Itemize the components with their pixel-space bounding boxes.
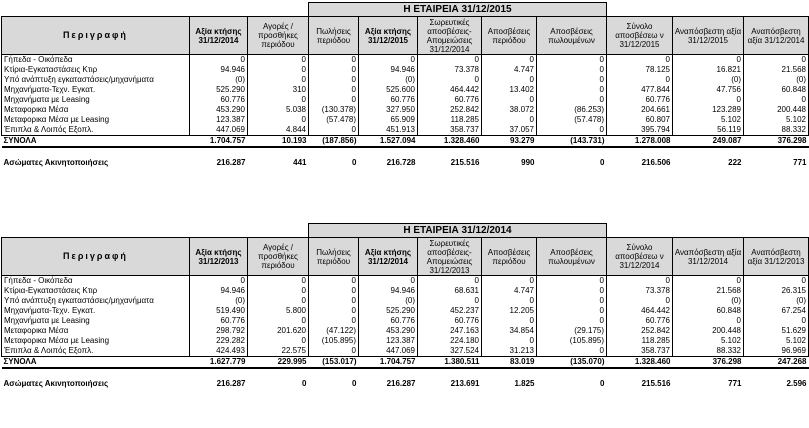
cell-value: 447.069 xyxy=(359,346,418,357)
row-label: ΣΥΝΟΛΑ xyxy=(2,357,190,369)
row-label: Μηχανήματα με Leasing xyxy=(2,95,190,105)
cell-value: 0 xyxy=(537,125,607,136)
column-header: Σύνολο αποσβέσεω ν 31/12/2014 xyxy=(607,238,673,276)
cell-value: 13.402 xyxy=(482,85,537,95)
cell-value: 94.946 xyxy=(190,65,248,75)
cell-value: 0 xyxy=(744,316,809,326)
table-row xyxy=(2,276,809,287)
cell-value: 224.180 xyxy=(418,336,482,346)
cell-value: (0) xyxy=(359,296,418,306)
cell-value: 94.946 xyxy=(359,286,418,296)
cell-value: 0 xyxy=(352,379,357,388)
cell-value: 1.704.757 xyxy=(190,136,248,148)
cell-value: 0 xyxy=(537,296,607,306)
cell-value: 5.800 xyxy=(248,306,309,316)
cell-value: 21.568 xyxy=(673,286,744,296)
column-header: Αποσβέσεις πωλουμένων xyxy=(537,238,607,276)
intangibles-row xyxy=(2,379,809,389)
column-header: Αναπόσβεστη αξία 31/12/2015 xyxy=(673,17,744,55)
cell-value: 0 xyxy=(600,158,605,167)
cell-value: 771 xyxy=(793,158,807,167)
row-label: Μεταφορικα Μέσα xyxy=(2,326,190,336)
cell-value: 73.378 xyxy=(418,65,482,75)
spacer-row xyxy=(2,368,809,379)
cell-value: 1.627.779 xyxy=(190,357,248,369)
cell-value: 216.506 xyxy=(641,158,671,167)
cell-value: 0 xyxy=(248,316,309,326)
cell-value: 0 xyxy=(600,379,605,388)
fixed-assets-table-2014 xyxy=(1,223,809,389)
cell-value: 4.747 xyxy=(482,65,537,75)
cell-value: (47.122) xyxy=(309,326,359,336)
spacer-row xyxy=(2,147,809,158)
cell-value: 68.631 xyxy=(418,286,482,296)
cell-value: 0 xyxy=(607,55,673,66)
cell-value: 0 xyxy=(537,286,607,296)
cell-value: 464.442 xyxy=(418,85,482,95)
cell-value: 215.516 xyxy=(641,379,671,388)
cell-value: 0 xyxy=(418,55,482,66)
cell-value: 5.102 xyxy=(673,115,744,125)
cell-value: 123.289 xyxy=(673,105,744,115)
cell-value: 73.378 xyxy=(607,286,673,296)
row-label: ΣΥΝΟΛΑ xyxy=(2,136,190,148)
row-label: Υπό ανάπτυξη εγκαταστάσεις/μηχανήματα xyxy=(2,296,190,306)
column-header: Πωλήσεις περιόδου xyxy=(309,238,359,276)
column-header: Αναπόσβεστη αξία 31/12/2013 xyxy=(744,238,809,276)
cell-value: 1.278.008 xyxy=(607,136,673,148)
cell-value: 37.057 xyxy=(482,125,537,136)
cell-value: 0 xyxy=(309,125,359,136)
row-label: Έπιπλα & Λοιπός Εξοπλ. xyxy=(2,125,190,136)
cell-value: (0) xyxy=(359,75,418,85)
cell-value: 0 xyxy=(190,276,248,287)
cell-value: 83.019 xyxy=(482,357,537,369)
cell-value: 310 xyxy=(248,85,309,95)
total-row xyxy=(2,357,809,369)
table-row xyxy=(2,115,809,125)
cell-value: 477.844 xyxy=(607,85,673,95)
row-label: Κτίρια-Εγκαταστάσεις Κτιρ xyxy=(2,286,190,296)
cell-value: 252.842 xyxy=(418,105,482,115)
cell-value: 215.516 xyxy=(450,158,480,167)
column-header: Αξία κτήσης 31/12/2015 xyxy=(359,17,418,55)
cell-value: 0 xyxy=(482,276,537,287)
cell-value: (57.478) xyxy=(537,115,607,125)
cell-value: 452.237 xyxy=(418,306,482,316)
cell-value: 216.287 xyxy=(386,379,416,388)
cell-value: 0 xyxy=(482,95,537,105)
table-row xyxy=(2,296,809,306)
cell-value: 0 xyxy=(673,55,744,66)
cell-value: 0 xyxy=(248,115,309,125)
cell-value: 229.995 xyxy=(248,357,309,369)
cell-value: 0 xyxy=(309,65,359,75)
row-label: Ασώματες Ακινητοποιήσεις xyxy=(3,158,109,167)
cell-value: 56.119 xyxy=(673,125,744,136)
column-header: Σύνολο αποσβέσεω ν 31/12/2015 xyxy=(607,17,673,55)
table-row xyxy=(2,326,809,336)
column-header: Αγορές / προσθήκες περιόδου xyxy=(248,238,309,276)
cell-value: 67.254 xyxy=(744,306,809,316)
column-header: Αξία κτήσης 31/12/2014 xyxy=(359,238,418,276)
cell-value: 0 xyxy=(309,306,359,316)
cell-value: 1.825 xyxy=(514,379,535,388)
cell-value: 65.909 xyxy=(359,115,418,125)
cell-value: 0 xyxy=(482,336,537,346)
intangibles-row xyxy=(2,158,809,168)
cell-value: 0 xyxy=(482,115,537,125)
column-header: Αξία κτήσης 31/12/2014 xyxy=(190,17,248,55)
cell-value: 0 xyxy=(537,276,607,287)
cell-value: 525.600 xyxy=(359,85,418,95)
cell-value: 96.969 xyxy=(744,346,809,357)
table-row xyxy=(2,125,809,136)
fixed-assets-table-2015 xyxy=(1,2,809,168)
cell-value: 60.776 xyxy=(418,316,482,326)
row-label: Γήπεδα - Οικόπεδα xyxy=(2,276,190,287)
cell-value: (0) xyxy=(673,75,744,85)
cell-value: (0) xyxy=(190,296,248,306)
cell-value: 60.776 xyxy=(359,316,418,326)
cell-value: 0 xyxy=(607,75,673,85)
cell-value: 0 xyxy=(248,296,309,306)
table-row xyxy=(2,105,809,115)
cell-value: 94.946 xyxy=(359,65,418,75)
description-header: Περιγραφή xyxy=(2,17,190,55)
column-header: Σωρευτικές αποσβέσεις- Απομειώσεις 31/12/2014 xyxy=(418,17,482,55)
cell-value: 771 xyxy=(728,379,742,388)
cell-value: 12.205 xyxy=(482,306,537,316)
cell-value: 2.596 xyxy=(786,379,807,388)
cell-value: 60.807 xyxy=(607,115,673,125)
cell-value: (0) xyxy=(744,296,809,306)
row-label: Μηχανήματα-Τεχν. Εγκατ. xyxy=(2,306,190,316)
cell-value: 16.821 xyxy=(673,65,744,75)
total-row xyxy=(2,136,809,148)
cell-value: 10.193 xyxy=(248,136,309,148)
cell-value: (57.478) xyxy=(309,115,359,125)
spacer-cell xyxy=(2,368,809,379)
column-header: Αγορές / προσθήκες περιόδου xyxy=(248,17,309,55)
cell-value: 252.842 xyxy=(607,326,673,336)
table-row xyxy=(2,95,809,105)
cell-value: 990 xyxy=(521,158,535,167)
cell-value: 118.285 xyxy=(418,115,482,125)
cell-value: 376.298 xyxy=(744,136,809,148)
row-label: Μεταφορικα Μέσα με Leasing xyxy=(2,336,190,346)
cell-value: 525.290 xyxy=(190,85,248,95)
cell-value: 453.290 xyxy=(359,326,418,336)
header-row xyxy=(2,17,809,55)
cell-value: 47.756 xyxy=(673,85,744,95)
cell-value: 395.794 xyxy=(607,125,673,136)
column-header: Αποσβέσεις περιόδου xyxy=(482,238,537,276)
cell-value: 298.792 xyxy=(190,326,248,336)
spacer-cell xyxy=(2,147,809,158)
cell-value: 0 xyxy=(673,316,744,326)
cell-value: 4.844 xyxy=(248,125,309,136)
cell-value: 424.493 xyxy=(190,346,248,357)
table-row xyxy=(2,336,809,346)
cell-value: 5.102 xyxy=(744,336,809,346)
cell-value: 0 xyxy=(302,379,307,388)
cell-value: 0 xyxy=(309,55,359,66)
column-header: Αποσβέσεις πωλουμένων xyxy=(537,17,607,55)
cell-value: 5.102 xyxy=(744,115,809,125)
column-header: Πωλήσεις περιόδου xyxy=(309,17,359,55)
cell-value: 358.737 xyxy=(418,125,482,136)
column-header: Σωρευτικές αποσβέσεις- Απομειώσεις 31/12/2013 xyxy=(418,238,482,276)
table-row xyxy=(2,85,809,95)
cell-value: 216.287 xyxy=(216,158,246,167)
cell-value: 327.524 xyxy=(418,346,482,357)
table-row xyxy=(2,55,809,66)
cell-value: 0 xyxy=(537,316,607,326)
table-row xyxy=(2,306,809,316)
cell-value: 464.442 xyxy=(607,306,673,316)
table-row xyxy=(2,286,809,296)
column-header: Αξία κτήσης 31/12/2013 xyxy=(190,238,248,276)
row-label: Έπιπλα & Λοιπός Εξοπλ. xyxy=(2,346,190,357)
cell-value: (153.017) xyxy=(309,357,359,369)
cell-value: 222 xyxy=(728,158,742,167)
cell-value: 0 xyxy=(190,55,248,66)
table-row xyxy=(2,65,809,75)
cell-value: 0 xyxy=(248,75,309,85)
cell-value: 0 xyxy=(744,95,809,105)
cell-value: 1.527.094 xyxy=(359,136,418,148)
description-header: Περιγραφή xyxy=(2,238,190,276)
cell-value: 0 xyxy=(309,85,359,95)
cell-value: 1.380.511 xyxy=(418,357,482,369)
cell-value: 1.704.757 xyxy=(359,357,418,369)
cell-value: 0 xyxy=(482,296,537,306)
row-label: Γήπεδα - Οικόπεδα xyxy=(2,55,190,66)
cell-value: 0 xyxy=(607,296,673,306)
cell-value: 0 xyxy=(537,346,607,357)
cell-value: 60.776 xyxy=(607,95,673,105)
cell-value: 93.279 xyxy=(482,136,537,148)
cell-value: 453.290 xyxy=(190,105,248,115)
cell-value: (187.856) xyxy=(309,136,359,148)
cell-value: 376.298 xyxy=(673,357,744,369)
cell-value: 0 xyxy=(309,346,359,357)
cell-value: 204.661 xyxy=(607,105,673,115)
cell-value: 60.848 xyxy=(673,306,744,316)
cell-value: 5.038 xyxy=(248,105,309,115)
cell-value: 31.213 xyxy=(482,346,537,357)
cell-value: (0) xyxy=(673,296,744,306)
cell-value: 0 xyxy=(673,95,744,105)
cell-value: 118.285 xyxy=(607,336,673,346)
cell-value: 21.568 xyxy=(744,65,809,75)
cell-value: 525.290 xyxy=(359,306,418,316)
cell-value: 60.776 xyxy=(607,316,673,326)
cell-value: 200.448 xyxy=(744,105,809,115)
cell-value: 0 xyxy=(673,276,744,287)
cell-value: 22.575 xyxy=(248,346,309,357)
cell-value: 60.776 xyxy=(418,95,482,105)
cell-value: 60.776 xyxy=(190,316,248,326)
cell-value: 0 xyxy=(248,336,309,346)
cell-value: 38.072 xyxy=(482,105,537,115)
cell-value: (143.731) xyxy=(537,136,607,148)
cell-value: 0 xyxy=(418,75,482,85)
cell-value: 441 xyxy=(293,158,307,167)
row-label: Μεταφορικα Μέσα με Leasing xyxy=(2,115,190,125)
cell-value: (130.378) xyxy=(309,105,359,115)
cell-value: 216.287 xyxy=(216,379,246,388)
cell-value: 0 xyxy=(309,95,359,105)
cell-value: 0 xyxy=(418,276,482,287)
cell-value: 0 xyxy=(537,85,607,95)
cell-value: 4.747 xyxy=(482,286,537,296)
cell-value: 247.268 xyxy=(744,357,809,369)
cell-value: 0 xyxy=(309,75,359,85)
table-row xyxy=(2,75,809,85)
cell-value: 34.854 xyxy=(482,326,537,336)
cell-value: (86.253) xyxy=(537,105,607,115)
cell-value: 229.282 xyxy=(190,336,248,346)
cell-value: 60.776 xyxy=(190,95,248,105)
cell-value: 247.163 xyxy=(418,326,482,336)
cell-value: 447.069 xyxy=(190,125,248,136)
cell-value: 0 xyxy=(537,55,607,66)
cell-value: 78.125 xyxy=(607,65,673,75)
row-label: Μηχανήματα με Leasing xyxy=(2,316,190,326)
cell-value: 51.629 xyxy=(744,326,809,336)
cell-value: 358.737 xyxy=(607,346,673,357)
cell-value: 123.387 xyxy=(190,115,248,125)
cell-value: 249.087 xyxy=(673,136,744,148)
table-caption: Η ΕΤΑΙΡΕΙΑ 31/12/2014 xyxy=(309,224,607,238)
cell-value: 0 xyxy=(482,316,537,326)
cell-value: 0 xyxy=(418,296,482,306)
cell-value: 94.946 xyxy=(190,286,248,296)
cell-value: 0 xyxy=(248,276,309,287)
cell-value: 5.102 xyxy=(673,336,744,346)
row-label: Κτίρια-Εγκαταστάσεις Κτιρ xyxy=(2,65,190,75)
header-row xyxy=(2,238,809,276)
cell-value: 26.315 xyxy=(744,286,809,296)
cell-value: 123.387 xyxy=(359,336,418,346)
table-row xyxy=(2,316,809,326)
cell-value: 451.913 xyxy=(359,125,418,136)
cell-value: 0 xyxy=(248,286,309,296)
row-label: Μεταφορικα Μέσα xyxy=(2,105,190,115)
table-caption: Η ΕΤΑΙΡΕΙΑ 31/12/2015 xyxy=(309,3,607,17)
cell-value: 88.332 xyxy=(744,125,809,136)
cell-value: 0 xyxy=(309,316,359,326)
row-label: Υπό ανάπτυξη εγκαταστάσεις/μηχανήματα xyxy=(2,75,190,85)
cell-value: 213.691 xyxy=(450,379,480,388)
cell-value: 0 xyxy=(248,65,309,75)
cell-value: 0 xyxy=(537,95,607,105)
cell-value: 0 xyxy=(537,306,607,316)
cell-value: 200.448 xyxy=(673,326,744,336)
table-row xyxy=(2,346,809,357)
column-header: Αναπόσβεστη αξία 31/12/2014 xyxy=(744,17,809,55)
cell-value: 201.620 xyxy=(248,326,309,336)
cell-value: 0 xyxy=(537,75,607,85)
cell-value: 0 xyxy=(359,276,418,287)
cell-value: 0 xyxy=(537,65,607,75)
cell-value: (29.175) xyxy=(537,326,607,336)
cell-value: 327.950 xyxy=(359,105,418,115)
cell-value: 0 xyxy=(744,276,809,287)
cell-value: 1.328.460 xyxy=(607,357,673,369)
cell-value: 0 xyxy=(744,55,809,66)
cell-value: 0 xyxy=(248,55,309,66)
cell-value: 1.328.460 xyxy=(418,136,482,148)
cell-value: (135.070) xyxy=(537,357,607,369)
cell-value: 0 xyxy=(352,158,357,167)
cell-value: (0) xyxy=(190,75,248,85)
cell-value: 0 xyxy=(482,75,537,85)
column-header: Αποσβέσεις περιόδου xyxy=(482,17,537,55)
cell-value: (0) xyxy=(744,75,809,85)
cell-value: (105.895) xyxy=(537,336,607,346)
cell-value: 0 xyxy=(482,55,537,66)
cell-value: 0 xyxy=(248,95,309,105)
cell-value: 0 xyxy=(607,276,673,287)
column-header: Αναπόσβεστη αξία 31/12/2014 xyxy=(673,238,744,276)
cell-value: (105.895) xyxy=(309,336,359,346)
cell-value: 0 xyxy=(309,276,359,287)
cell-value: 0 xyxy=(309,296,359,306)
cell-value: 88.332 xyxy=(673,346,744,357)
cell-value: 519.490 xyxy=(190,306,248,316)
row-label: Μηχανήματα-Τεχν. Εγκατ. xyxy=(2,85,190,95)
row-label: Ασώματες Ακινητοποιήσεις xyxy=(3,379,109,388)
cell-value: 0 xyxy=(309,286,359,296)
cell-value: 216.728 xyxy=(386,158,416,167)
cell-value: 60.848 xyxy=(744,85,809,95)
cell-value: 0 xyxy=(359,55,418,66)
cell-value: 60.776 xyxy=(359,95,418,105)
